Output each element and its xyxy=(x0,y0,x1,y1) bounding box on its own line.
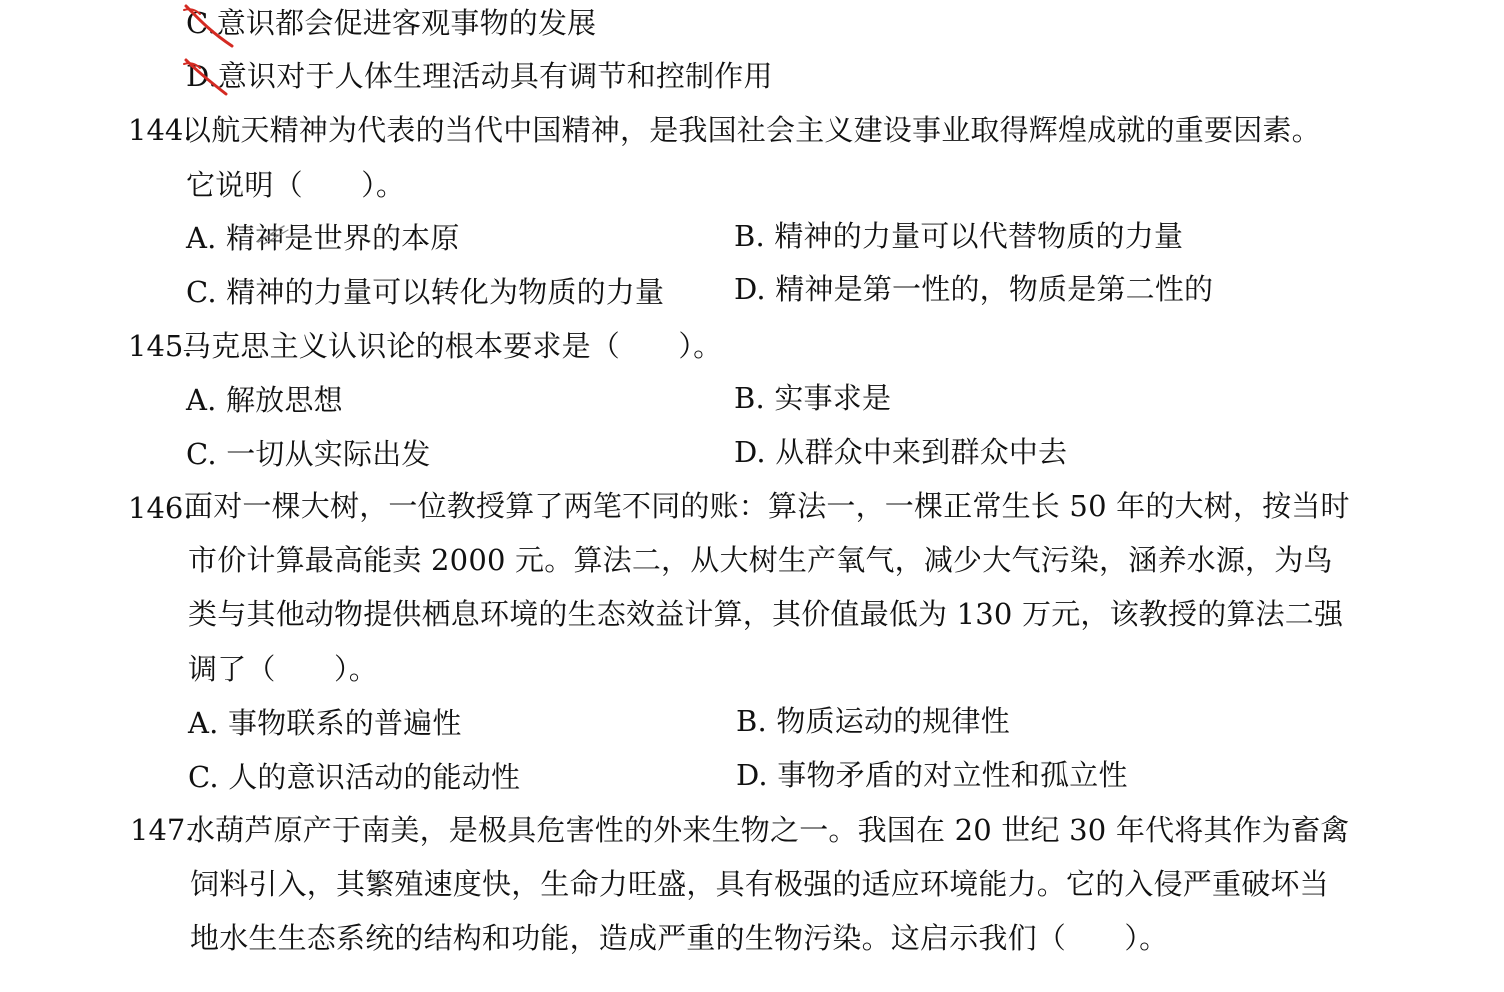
question-145-option-a: A. 解放思想 xyxy=(186,383,343,417)
option-letter: D. xyxy=(186,59,218,93)
question-145-option-d: D. 从群众中来到群众中去 xyxy=(734,435,1068,469)
option-text: 意识都会促进客观事物的发展 xyxy=(216,6,597,40)
prev-option-c xyxy=(186,6,596,40)
question-145-option-b: B. 实事求是 xyxy=(734,381,892,415)
question-147-stem-line-2: 饲料引入，其繁殖速度快，生命力旺盛，具有极强的适应环境能力。它的入侵严重破坏当 xyxy=(190,867,1329,901)
question-146-stem-line-3: 类与其他动物提供栖息环境的生态效益计算，其价值最低为 130 万元，该教授的算法二强 xyxy=(188,597,1344,631)
question-number-145: 145. xyxy=(128,329,193,363)
question-144-option-a: A. 精神是世界的本原 xyxy=(186,221,460,255)
question-146-stem-line-2: 市价计算最高能卖 2000 元。算法二，从大树生产氧气，减少大气污染，涵养水源，为鸟 xyxy=(188,543,1333,577)
question-144-option-b: B. 精神的力量可以代替物质的力量 xyxy=(734,219,1184,253)
question-number-144: 144. xyxy=(128,113,193,147)
question-146-stem-line-4: 调了（ ）。 xyxy=(188,652,378,686)
question-146-stem-line-1: 面对一棵大树，一位教授算了两笔不同的账：算法一，一棵正常生长 50 年的大树，按当时 xyxy=(184,489,1350,523)
question-145-option-c: C. 一切从实际出发 xyxy=(186,437,431,471)
question-144-option-c: C. 精神的力量可以转化为物质的力量 xyxy=(186,275,665,309)
question-146-option-a: A. 事物联系的普遍性 xyxy=(188,706,462,740)
question-144-stem-line-2: 它说明（ ）。 xyxy=(186,168,406,202)
question-number-147: 147. xyxy=(130,813,195,847)
question-146-option-c: C. 人的意识活动的能动性 xyxy=(188,760,521,794)
question-146-option-d: D. 事物矛盾的对立性和孤立性 xyxy=(736,758,1128,792)
question-147-stem-line-3: 地水生生态系统的结构和功能，造成严重的生物污染。这启示我们（ ）。 xyxy=(190,921,1169,955)
question-146-option-b: B. 物质运动的规律性 xyxy=(736,704,1010,738)
option-letter: C. xyxy=(186,6,217,40)
option-text: 意识对于人体生理活动具有调节和控制作用 xyxy=(217,59,773,93)
question-number-146: 146. xyxy=(128,491,193,525)
question-145-stem-line-1: 马克思主义认识论的根本要求是（ ）。 xyxy=(182,329,723,363)
question-144-option-d: D. 精神是第一性的，物质是第二性的 xyxy=(734,272,1214,306)
question-147-stem-line-1: 水葫芦原产于南美，是极具危害性的外来生物之一。我国在 20 世纪 30 年代将其作为畜禽 xyxy=(186,813,1350,847)
prev-option-d xyxy=(186,59,773,93)
question-144-stem-line-1: 以航天精神为代表的当代中国精神，是我国社会主义建设事业取得辉煌成就的重要因素。 xyxy=(182,113,1321,147)
